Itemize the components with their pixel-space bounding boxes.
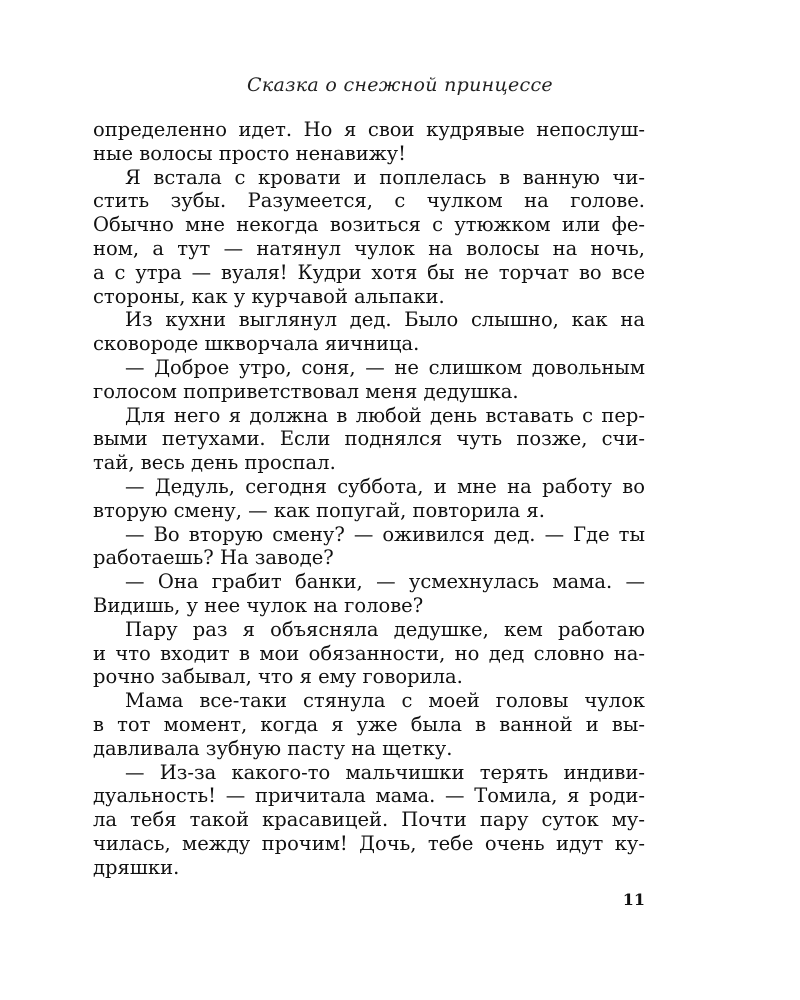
text-line: рочно забывал, что я ему говорила. [93, 665, 463, 689]
text-line: — Она грабит банки, — усмехнулась мама. — [125, 570, 645, 594]
text-line: Для него я должна в любой день вставать с пер- [125, 403, 645, 427]
text-line: тай, весь день проспал. [93, 451, 336, 475]
text-line: — Во вторую смену? — оживился дед. — Где ты [125, 522, 645, 546]
text-line: выми петухами. Если поднялся чуть позже, счи- [93, 427, 645, 451]
text-line: давливала зубную пасту на щетку. [93, 736, 453, 760]
body-text [93, 118, 645, 880]
text-line: ные волосы просто ненавижу! [93, 141, 406, 165]
text-line: ла тебя такой красавицей. Почти пару суток му- [93, 808, 645, 832]
text-line: дряшки. [93, 855, 180, 879]
text-line: а с утра — вуаля! Кудри хотя бы не торчат во все [93, 260, 645, 284]
text-line: Пару раз я объясняла дедушке, кем работаю [125, 617, 645, 641]
text-line: голосом поприветствовал меня дедушка. [93, 379, 519, 403]
text-line: чилась, между прочим! Дочь, тебе очень идут ку- [93, 831, 645, 855]
text-line: Видишь, у нее чулок на голове? [93, 593, 424, 617]
text-line: дуальность! — причитала мама. — Томила, я роди- [93, 784, 645, 808]
text-line: — Доброе утро, соня, — не слишком довольным [125, 355, 645, 379]
text-line: определенно идет. Но я свои кудрявые непослуш- [93, 118, 645, 141]
text-line: Из кухни выглянул дед. Было слышно, как на [125, 308, 645, 332]
text-line: — Из-за какого-то мальчишки терять индиви- [125, 760, 645, 784]
text-line: и что входит в мои обязанности, но дед словно на- [93, 641, 645, 665]
text-line: — Дедуль, сегодня суббота, и мне на работу во [125, 474, 645, 498]
text-line: в тот момент, когда я уже была в ванной и вы- [93, 712, 645, 736]
text-line: стить зубы. Разумеется, с чулком на голове. [93, 189, 645, 213]
page-number: 11 [622, 890, 645, 909]
text-line: вторую смену, — как попугай, повторила я. [93, 498, 545, 522]
running-header: Сказка о снежной принцессе [247, 74, 553, 96]
text-line: Я встала с кровати и поплелась в ванную чи- [125, 165, 645, 189]
text-line: Обычно мне некогда возиться с утюжком или фе- [93, 213, 645, 237]
text-line: ном, а тут — натянул чулок на волосы на ночь, [93, 236, 645, 260]
text-line: сковороде шкворчала яичница. [93, 332, 420, 356]
text-line: работаешь? На заводе? [93, 546, 334, 570]
text-line: стороны, как у курчавой альпаки. [93, 284, 445, 308]
text-line: Мама все-таки стянула с моей головы чулок [125, 689, 645, 713]
